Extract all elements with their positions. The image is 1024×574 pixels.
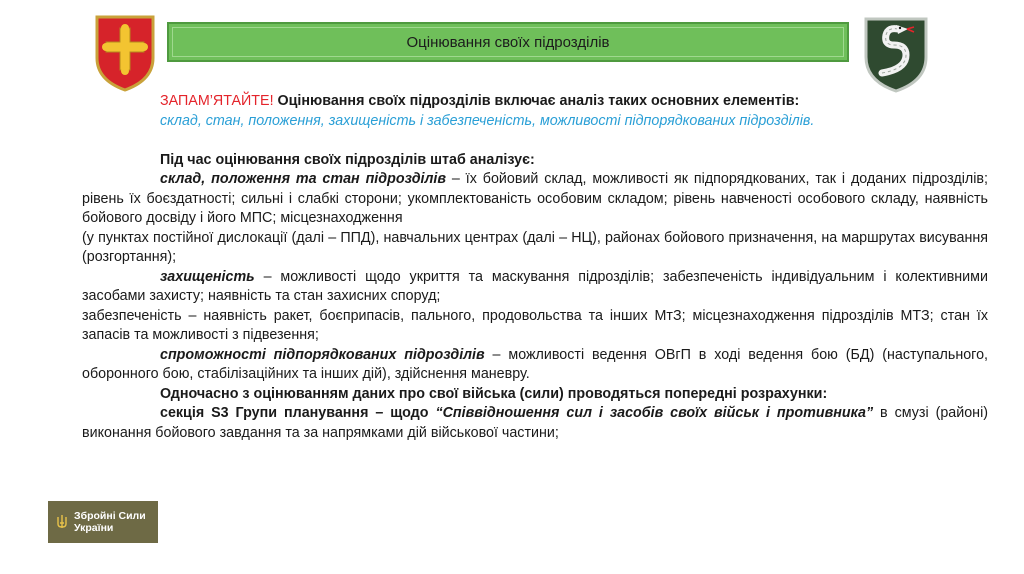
item-capabilities [82, 346, 988, 385]
section-s3-term: секція S3 Групи планування – щодо [160, 405, 436, 421]
item-protection [82, 268, 988, 307]
section-s3-quote: “Співвідношення сил і засобів своїх військ і противника” [435, 405, 874, 421]
intro-text: Оцінювання своїх підрозділів включає аналіз таких основних елементів: [273, 93, 800, 109]
armed-forces-badge [48, 501, 158, 543]
badge-line-2: України [74, 522, 114, 534]
item-composition-text: – їх бойовий склад, можливості як підпорядкованих, так і доданих підрозділів; рівень їх боєздатності; сильні і слабкі сторони; укомплектованість особовим складом; рівень навченості особового складу, наявність бойового досвіду і його МПС; місцезнаходження [82, 171, 988, 226]
item-composition-cont: (у пунктах постійної дислокації (далі – ППД), навчальних центрах (далі – НЦ), районах бойового призначення, на маршрутах висування (розгортання); [82, 229, 988, 265]
item-composition-term: склад, положення та стан підрозділів [160, 171, 447, 187]
section-s3 [82, 404, 988, 443]
item-capabilities-term: спроможності підпорядкованих підрозділів [160, 346, 485, 363]
slide-body [82, 92, 988, 443]
item-composition [82, 170, 988, 229]
slide-title-bar [167, 22, 849, 62]
intro-paragraph [82, 92, 988, 112]
section-s3-text: в смузі (районі) виконання бойового завдання та за напрямками дій військової частини; [82, 405, 989, 441]
trident-icon [56, 514, 68, 530]
item-supply: забезпеченість – наявність ракет, боєприпасів, пального, продовольства та інших МтЗ; місцезнаходження підрозділів МТЗ; стан їх запасів та можливості з підвезення; [82, 307, 988, 343]
green-snake-shield-emblem [862, 15, 930, 93]
staff-heading: Під час оцінювання своїх підрозділів штаб аналізує: [160, 151, 535, 168]
remember-label: ЗАПАМ’ЯТАЙТЕ! [160, 93, 274, 109]
badge-line-1: Збройні Сили [74, 510, 146, 522]
slide-title: Оцінювання своїх підрозділів [406, 33, 610, 51]
intro-elements-text: склад, стан, положення, захищеність і забезпеченість, можливості підпорядкованих підрозділів. [160, 112, 815, 129]
intro-elements [82, 112, 988, 132]
item-protection-text: – можливості щодо укриття та маскування підрозділів; забезпеченість індивідуальним і колективними засобами захисту; наявність та стан захисних споруд; [82, 268, 988, 304]
red-shield-cross-emblem [94, 14, 156, 92]
item-capabilities-text: – можливості ведення ОВгП в ході ведення бою (БД) (наступального, оборонного бою, стабілізаційних та інших дій), здійснення маневру. [82, 346, 988, 382]
item-protection-term: захищеність [160, 268, 255, 285]
simultaneous-calculations: Одночасно з оцінюванням даних про свої війська (сили) проводяться попередні розрахунки: [160, 385, 828, 402]
